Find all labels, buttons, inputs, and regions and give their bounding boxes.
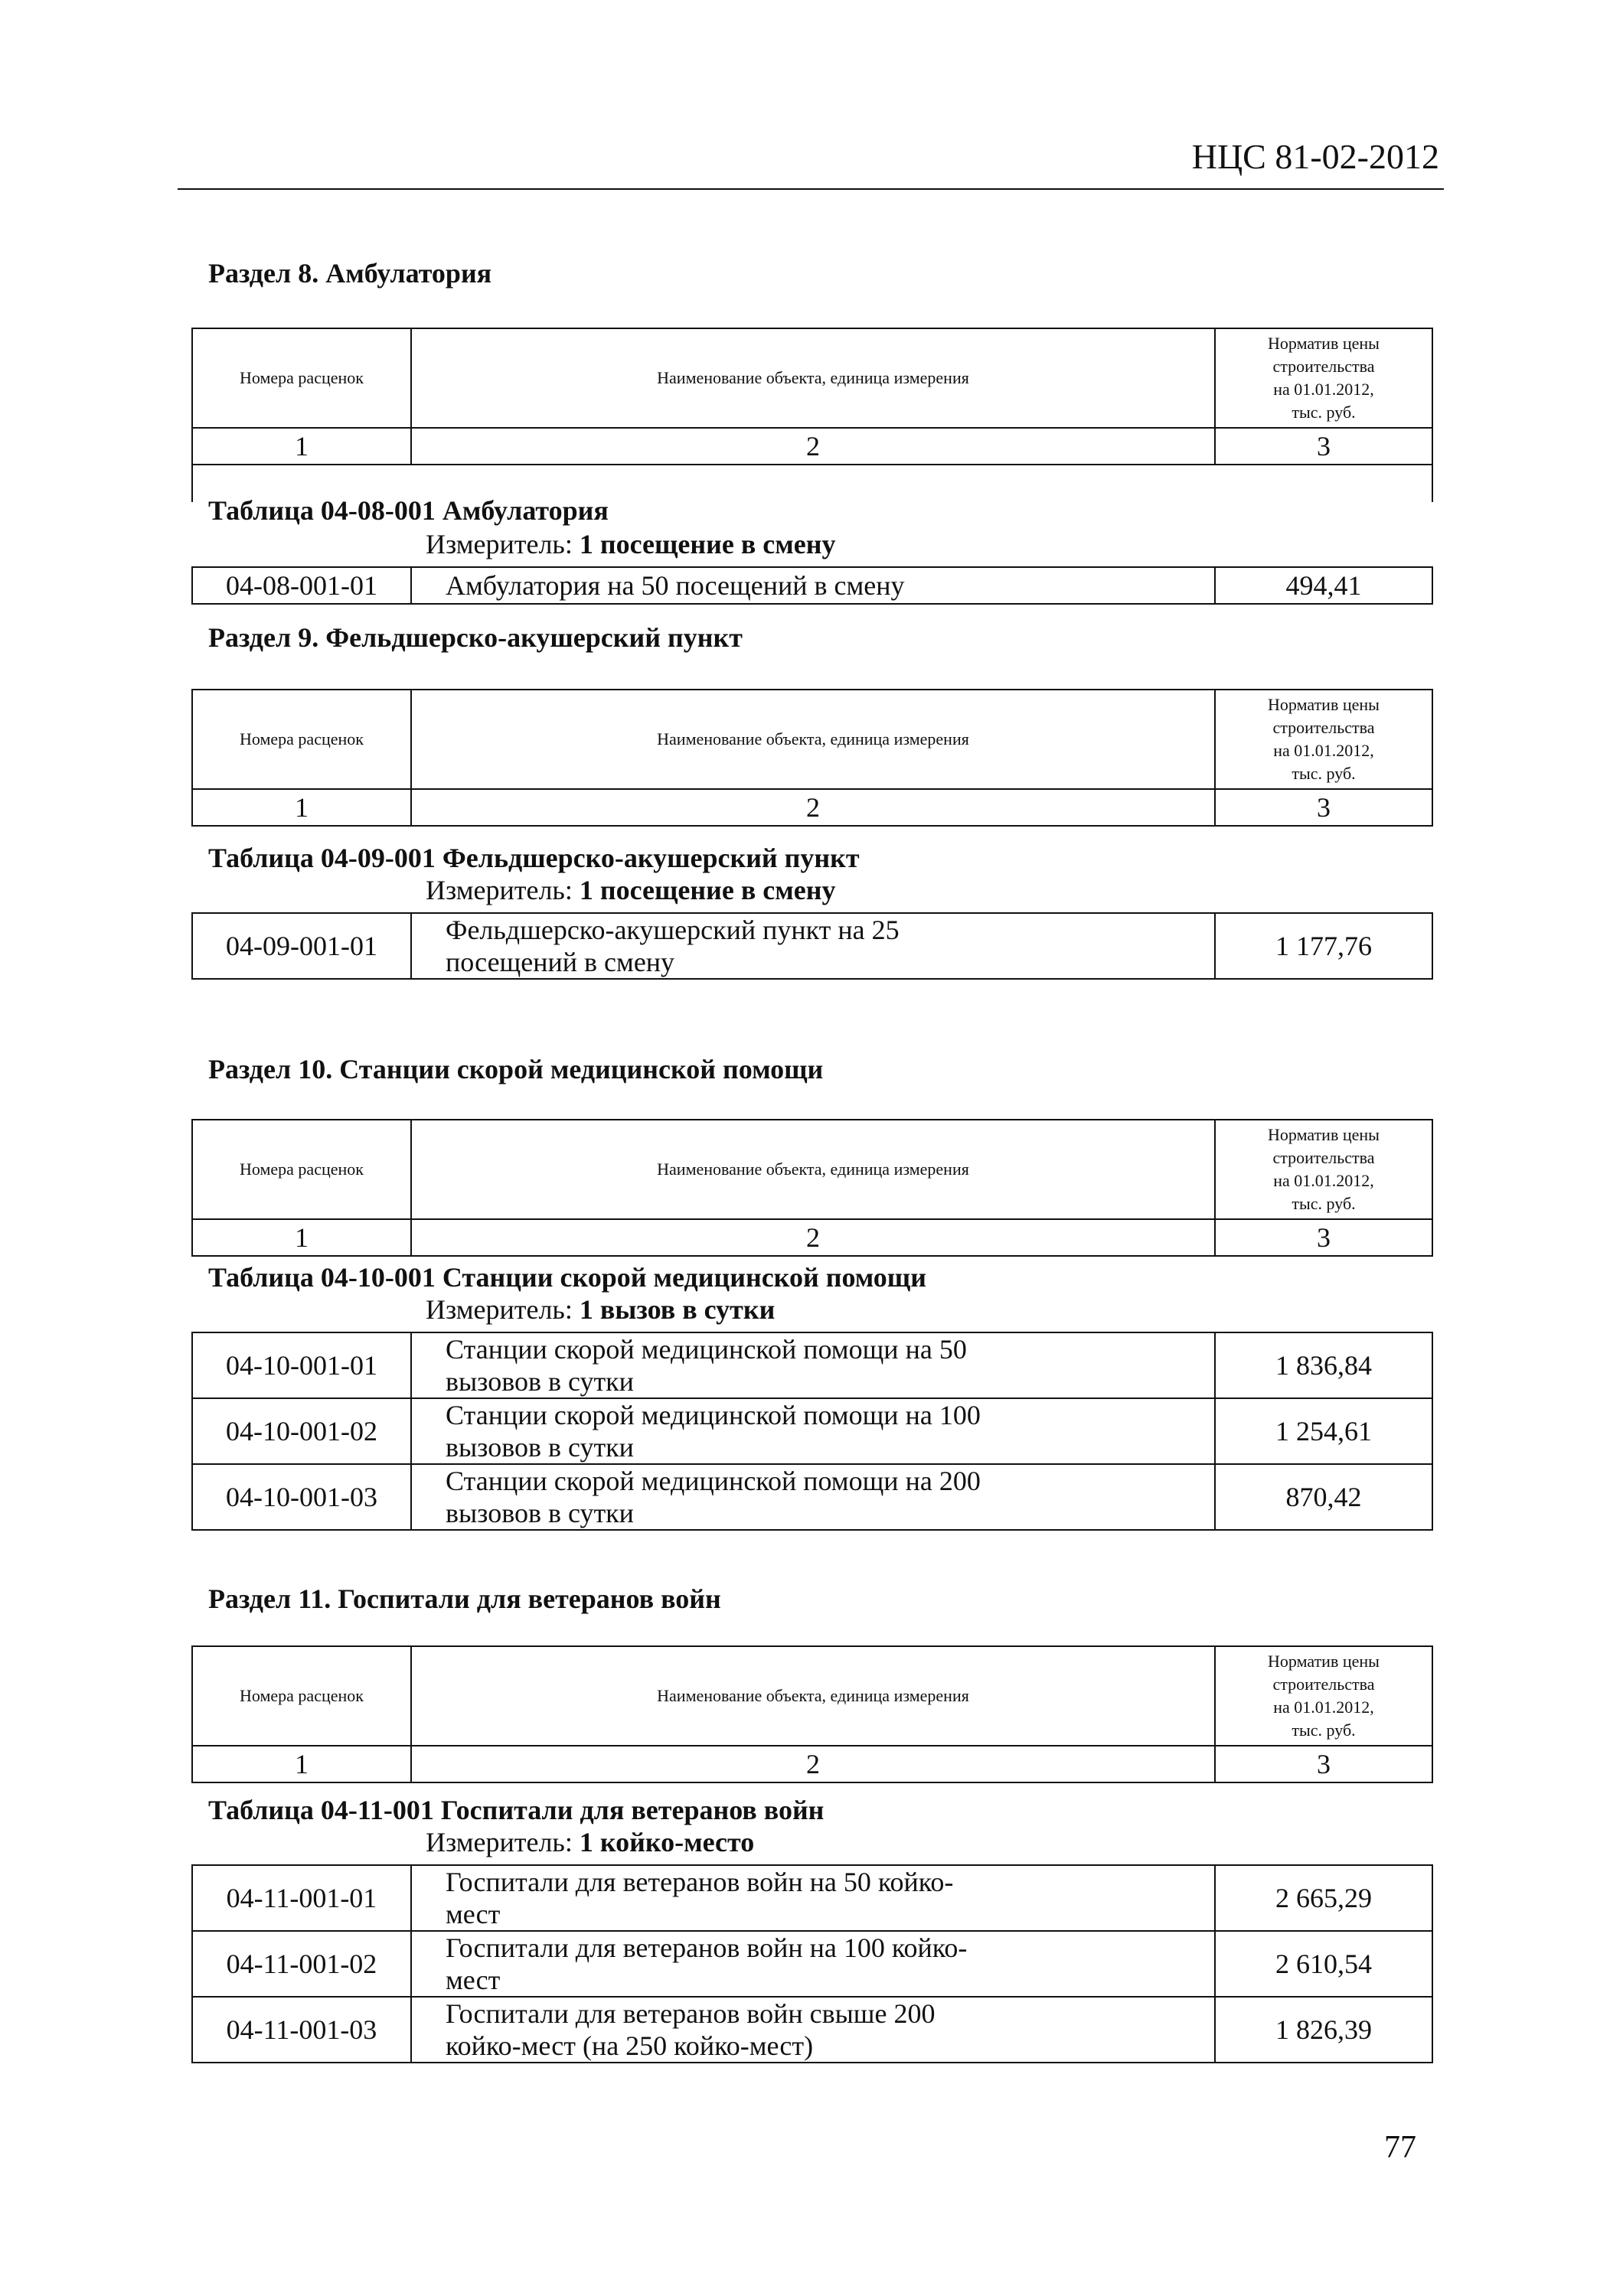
row-name-line: Станции скорой медицинской помощи на 100 [446,1400,981,1430]
row-price: 870,42 [1215,1464,1432,1530]
row-code: 04-11-001-03 [192,1997,411,2063]
table-row [192,1931,1432,1997]
section-9-rows [191,912,1433,980]
row-code: 04-10-001-02 [192,1398,411,1464]
header-col3-line: на 01.01.2012, [1273,380,1374,399]
row-name [411,1332,1215,1398]
header-col2: Наименование объекта, единица измерения [411,690,1215,789]
header-col3-line: на 01.01.2012, [1273,1171,1374,1190]
row-name [411,1464,1215,1530]
header-col3-line: тыс. руб. [1292,403,1356,422]
header-num-2: 2 [411,1746,1215,1782]
header-num-2: 2 [411,428,1215,465]
header-num-3: 3 [1215,428,1432,465]
table-spacer [1215,465,1432,502]
header-col3-line: Норматив цены [1268,1125,1380,1144]
measurer-label: Измеритель: [426,875,573,905]
table-row [192,1332,1432,1398]
measurer-value: 1 вызов в сутки [579,1294,776,1325]
header-col3-line: тыс. руб. [1292,1194,1356,1213]
section-11-table-title: Таблица 04-11-001 Госпитали для ветеранов войн [208,1795,825,1825]
header-col3-line: на 01.01.2012, [1273,1698,1374,1717]
measurer-label: Измеритель: [426,1827,573,1857]
table-row [192,913,1432,979]
header-col3-line: строительства [1272,718,1375,737]
row-price: 494,41 [1215,567,1432,604]
row-price: 2 665,29 [1215,1865,1432,1931]
section-11-rows [191,1864,1433,2063]
row-price: 2 610,54 [1215,1931,1432,1997]
header-num-1: 1 [192,789,411,826]
header-col2: Наименование объекта, единица измерения [411,1646,1215,1746]
header-col1: Номера расценок [192,1120,411,1219]
section-8-title: Раздел 8. Амбулатория [208,258,492,289]
header-rule [178,188,1444,190]
section-8-measurer [426,528,835,560]
row-name-line: вызовов в сутки [446,1432,634,1463]
section-8-rows [191,566,1433,605]
row-name [411,1865,1215,1931]
header-col3-line: строительства [1272,1148,1375,1167]
row-name-line: мест [446,1965,501,1995]
section-10-table-title: Таблица 04-10-001 Станции скорой медицинской помощи [208,1262,926,1293]
header-col3-line: тыс. руб. [1292,1720,1356,1740]
row-price: 1 254,61 [1215,1398,1432,1464]
row-name-line: вызовов в сутки [446,1498,634,1528]
row-name-line: Госпитали для ветеранов войн свыше 200 [446,1998,936,2029]
header-num-2: 2 [411,789,1215,826]
row-name-line: Станции скорой медицинской помощи на 200 [446,1466,981,1496]
row-code: 04-08-001-01 [192,567,411,604]
measurer-value: 1 посещение в смену [579,875,836,905]
measurer-value: 1 посещение в смену [579,529,836,559]
row-name [411,1931,1215,1997]
row-name-line: вызовов в сутки [446,1366,634,1397]
row-name-line: Фельдшерско-акушерский пункт на 25 [446,915,900,945]
header-col2: Наименование объекта, единица измерения [411,1120,1215,1219]
measurer-label: Измеритель: [426,529,573,559]
header-col3-line: Норматив цены [1268,334,1380,353]
measurer-label: Измеритель: [426,1294,573,1325]
row-name-line: посещений в смену [446,947,675,977]
document-code: НЦС 81-02-2012 [1191,137,1439,176]
table-row [192,567,1432,604]
row-name [411,1398,1215,1464]
table-row [192,1997,1432,2063]
row-code: 04-09-001-01 [192,913,411,979]
header-col3-line: строительства [1272,1675,1375,1694]
table-row [192,1865,1432,1931]
row-price: 1 826,39 [1215,1997,1432,2063]
measurer-value: 1 койко-место [579,1827,755,1857]
header-col3 [1215,1120,1432,1219]
row-name-line: Госпитали для ветеранов войн на 50 койко- [446,1867,954,1897]
section-8-table-title: Таблица 04-08-001 Амбулатория [208,495,609,526]
header-col3 [1215,690,1432,789]
section-9-table-title: Таблица 04-09-001 Фельдшерско-акушерский пункт [208,843,860,873]
row-name: Амбулатория на 50 посещений в смену [411,567,1215,604]
section-10-header-table [191,1119,1433,1257]
row-code: 04-11-001-01 [192,1865,411,1931]
row-code: 04-11-001-02 [192,1931,411,1997]
header-col3-line: Норматив цены [1268,1652,1380,1671]
header-num-2: 2 [411,1219,1215,1256]
row-price: 1 177,76 [1215,913,1432,979]
header-num-1: 1 [192,1219,411,1256]
row-name [411,913,1215,979]
header-col3-line: строительства [1272,357,1375,376]
header-col3-line: на 01.01.2012, [1273,741,1374,760]
row-code: 04-10-001-01 [192,1332,411,1398]
header-col2: Наименование объекта, единица измерения [411,328,1215,428]
header-col1: Номера расценок [192,328,411,428]
section-8-header-table [191,328,1433,502]
row-name-line: мест [446,1899,501,1929]
header-num-1: 1 [192,428,411,465]
row-name [411,1997,1215,2063]
section-9-header-table [191,689,1433,827]
header-col3 [1215,328,1432,428]
section-11-header-table [191,1645,1433,1783]
row-name-line: Станции скорой медицинской помощи на 50 [446,1334,967,1365]
row-name-line: Госпитали для ветеранов войн на 100 койко- [446,1932,968,1963]
section-11-measurer [426,1826,754,1858]
row-price: 1 836,84 [1215,1332,1432,1398]
header-num-3: 3 [1215,1746,1432,1782]
section-9-title: Раздел 9. Фельдшерско-акушерский пункт [208,622,743,653]
table-row [192,1398,1432,1464]
row-name-line: койко-мест (на 250 койко-мест) [446,2030,814,2061]
header-col1: Номера расценок [192,1646,411,1746]
section-10-title: Раздел 10. Станции скорой медицинской помощи [208,1054,824,1084]
header-col3 [1215,1646,1432,1746]
header-num-3: 3 [1215,1219,1432,1256]
header-num-1: 1 [192,1746,411,1782]
header-col1: Номера расценок [192,690,411,789]
section-11-title: Раздел 11. Госпитали для ветеранов войн [208,1583,721,1614]
section-10-measurer [426,1293,775,1326]
page-number: 77 [1384,2130,1416,2165]
table-row [192,1464,1432,1530]
header-col3-line: тыс. руб. [1292,764,1356,783]
section-10-rows [191,1332,1433,1531]
header-col3-line: Норматив цены [1268,695,1380,714]
section-9-measurer [426,874,835,906]
row-code: 04-10-001-03 [192,1464,411,1530]
header-num-3: 3 [1215,789,1432,826]
